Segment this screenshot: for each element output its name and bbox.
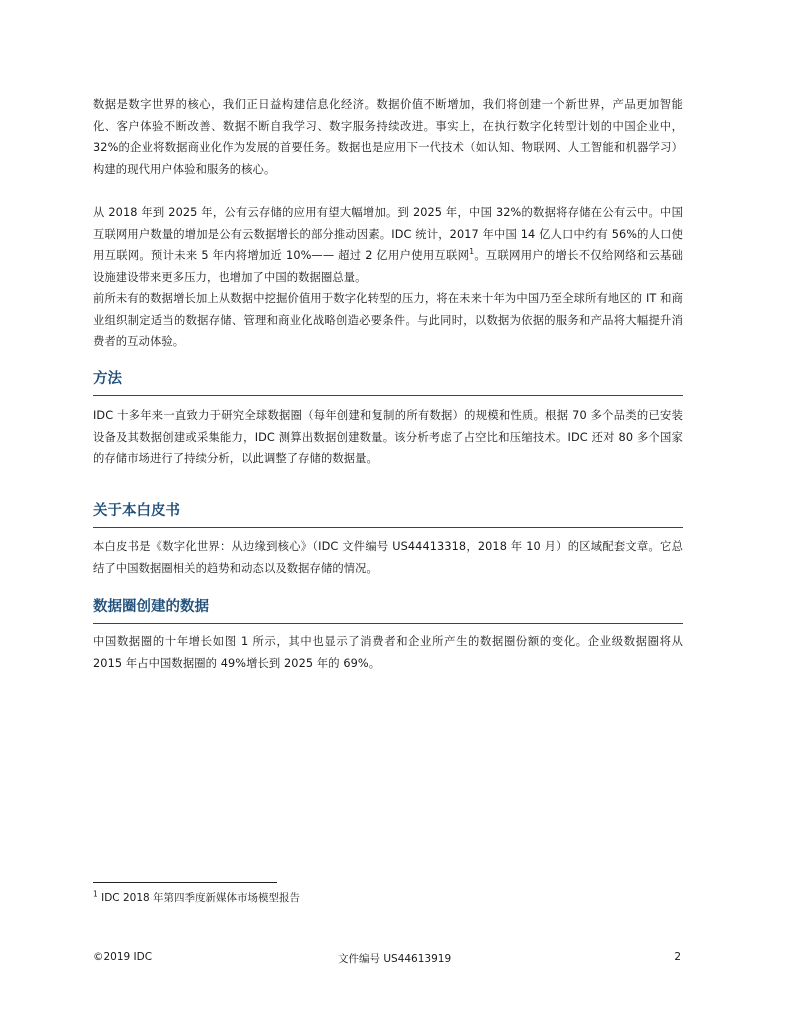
footnote [93, 890, 300, 905]
footer-doc-number: 文件编号 US44613919 [338, 953, 452, 965]
footer-page-number: 2 [674, 951, 681, 963]
cloud-storage-paragraph [93, 202, 683, 288]
footnote-marker: 1 [93, 889, 98, 899]
section-divider [93, 395, 683, 396]
intro-paragraph: 数据是数字世界的核心，我们正日益构建信息化经济。数据价值不断增加，我们将创建一个新世界，产品更加智能化、客户体验不断改善、数据不断自我学习、数字服务持续改进。事实上，在执行数字化转型计划的中国企业中，32%的企业将数据商业化作为发展的首要任务。数据也是应用下一代技术（如认知、物联网、人工智能和机器学习）构建的现代用户体验和服务的核心。 [93, 98, 683, 176]
footer-copyright: ©2019 IDC [93, 951, 153, 963]
footnote-divider [93, 882, 277, 883]
section-title-datasphere: 数据圈创建的数据 [93, 599, 209, 615]
section-divider [93, 527, 683, 528]
footnote-text: IDC 2018 年第四季度新媒体市场模型报告 [101, 892, 301, 904]
document-page [93, 0, 683, 1024]
datasphere-paragraph: 中国数据圈的十年增长如图 1 所示，其中也显示了消费者和企业所产生的数据圈份额的变化。企业级数据圈将从 2015 年占中国数据圈的 49%增长到 2025 年的 69%。 [93, 635, 683, 670]
footnote-reference[interactable]: 1 [469, 247, 475, 257]
about-paragraph: 本白皮书是《数字化世界：从边缘到核心》（IDC 文件编号 US44413318，2018 年 10 月）的区域配套文章。它总结了中国数据圈相关的趋势和动态以及数据存储的情况。 [93, 540, 683, 575]
section-divider [93, 623, 683, 624]
growth-paragraph: 前所未有的数据增长加上从数据中挖掘价值用于数字化转型的压力，将在未来十年为中国乃至全球所有地区的 IT 和商业组织制定适当的数据存储、管理和商业化战略创造必要条件。与此同时，以数据为依据的服务和产品将大幅提升消费者的互动体验。 [93, 292, 683, 348]
cloud-storage-text: 从 2018 年到 2025 年，公有云存储的应用有望大幅增加。到 2025 年，中国 32%的数据将存储在公有云中。中国互联网用户数量的增加是公有云数据增长的部分推动因素。IDC 统计，2017 年中国 14 亿人口中约有 56%的人口使用互联网。预计未来 5 年内将增加近 10%—— 超过 2 亿用户使用互联网 [93, 206, 683, 262]
section-title-method: 方法 [93, 371, 122, 387]
section-title-about: 关于本白皮书 [93, 503, 180, 519]
method-paragraph: IDC 十多年来一直致力于研究全球数据圈（每年创建和复制的所有数据）的规模和性质。根据 70 多个品类的已安装设备及其数据创建或采集能力，IDC 测算出数据创建数量。该分析考虑了占空比和压缩技术。IDC 还对 80 多个国家的存储市场进行了持续分析，以此调整了存储的数据量。 [93, 409, 683, 465]
cloud-storage-text-tail: 。互联网用户的增长不仅给网络和云基础设施建设带来更多压力，也增加了中国的数据圈总量。 [93, 249, 683, 284]
